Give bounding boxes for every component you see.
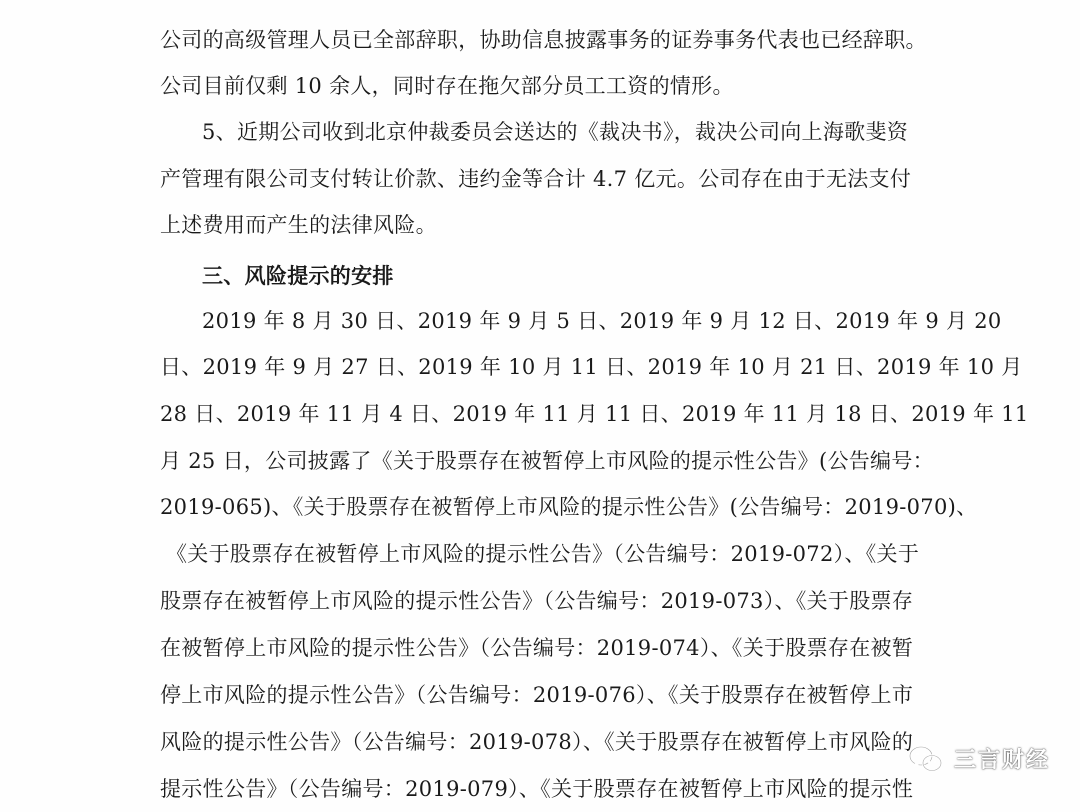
paragraph-line: 公司目前仅剩 10 余人，同时存在拖欠部分员工工资的情形。 [160, 74, 734, 98]
paragraph-line: 风险的提示性公告》（公告编号：2019-078）、《关于股票存在被暂停上市风险的 [160, 730, 914, 754]
section-heading: 三、风险提示的安排 [202, 263, 394, 288]
paragraph-line: 2019-065)、《关于股票存在被暂停上市风险的提示性公告》(公告编号：2019-070)、 [160, 495, 978, 519]
paragraph-line: 5、近期公司收到北京仲裁委员会送达的《裁决书》，裁决公司向上海歌斐资 [202, 120, 909, 144]
wechat-icon [908, 744, 944, 774]
paragraph-line: 日、2019 年 9 月 27 日、2019 年 10 月 11 日、2019 年 10 月 21 日、2019 年 10 月 [160, 355, 1023, 379]
paragraph-line: 《关于股票存在被暂停上市风险的提示性公告》（公告编号：2019-072）、《关于 [166, 542, 920, 566]
paragraph-line: 28 日、2019 年 11 月 4 日、2019 年 11 月 11 日、2019 年 11 月 18 日、2019 年 11 [160, 402, 1029, 426]
paragraph-line: 在被暂停上市风险的提示性公告》（公告编号：2019-074）、《关于股票存在被暂 [160, 636, 914, 660]
watermark [908, 743, 1050, 774]
paragraph-line: 公司的高级管理人员已全部辞职，协助信息披露事务的证券事务代表也已经辞职。 [160, 28, 927, 52]
paragraph-line: 提示性公告》（公告编号：2019-079）、《关于股票存在被暂停上市风险的提示性 [160, 777, 914, 801]
paragraph-line: 产管理有限公司支付转让价款、违约金等合计 4.7 亿元。公司存在由于无法支付 [160, 167, 912, 191]
paragraph-line: 2019 年 8 月 30 日、2019 年 9 月 5 日、2019 年 9 月 12 日、2019 年 9 月 20 [202, 309, 1002, 333]
paragraph-line: 上述费用而产生的法律风险。 [160, 213, 437, 237]
paragraph-line: 停上市风险的提示性公告》（公告编号：2019-076）、《关于股票存在被暂停上市 [160, 683, 914, 707]
watermark-label: 三言财经 [953, 748, 1050, 773]
paragraph-line: 月 25 日，公司披露了《关于股票存在被暂停上市风险的提示性公告》(公告编号： [160, 449, 934, 473]
paragraph-line: 股票存在被暂停上市风险的提示性公告》（公告编号：2019-073）、《关于股票存 [160, 589, 914, 613]
